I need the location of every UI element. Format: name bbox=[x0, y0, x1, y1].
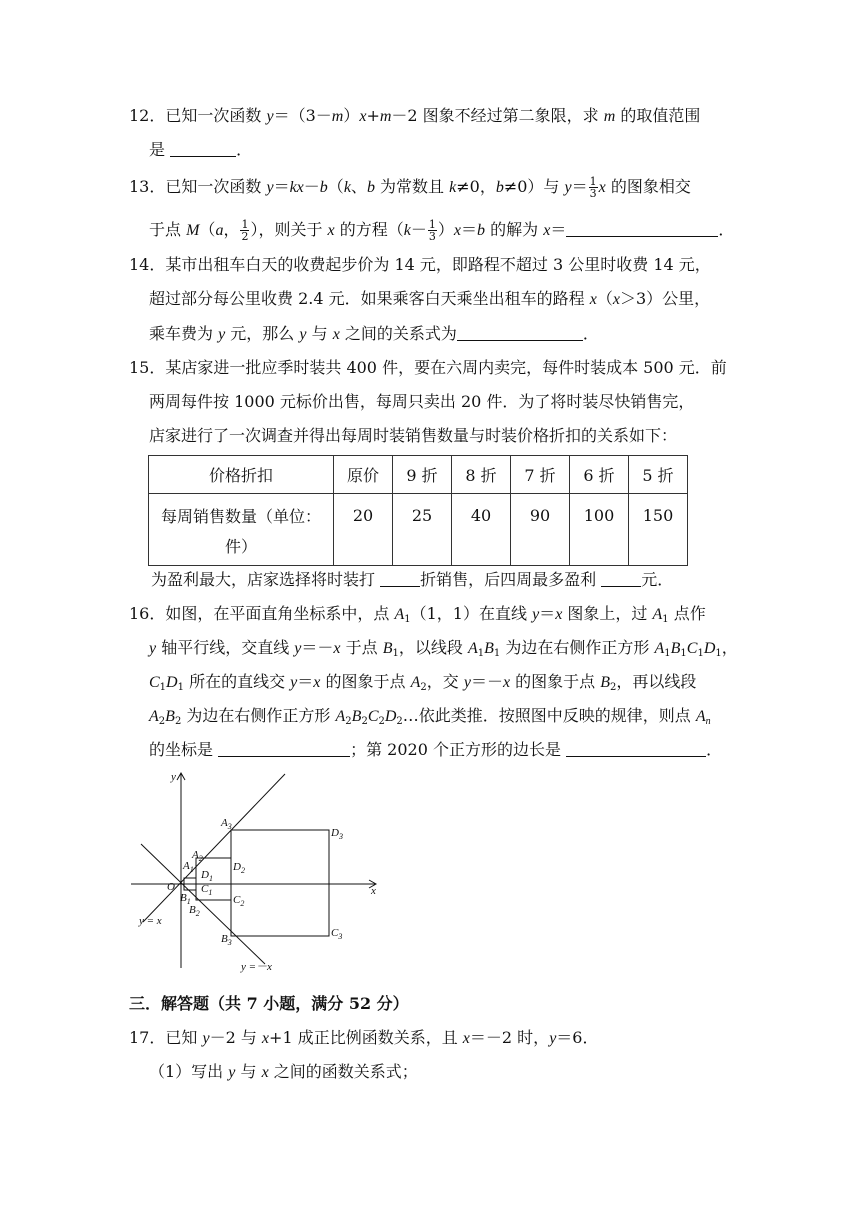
q15-profit-blank[interactable] bbox=[601, 570, 641, 587]
square-3 bbox=[231, 830, 329, 936]
q16-line2: y 轴平行线，交直线 y＝－x 于点 $B_1$，以线段 $A_1B_1$ 为边在右侧作正方形 $A_1B_1C_1D_1$， bbox=[149, 638, 738, 659]
coordinate-figure bbox=[125, 768, 390, 978]
label-B1: $B_1$ bbox=[180, 892, 191, 906]
label-D1: $D_1$ bbox=[201, 869, 213, 883]
q15-line1: 15．某店家进一批应季时装共 400 件，要在六周内卖完，每件时装成本 500 元．前 bbox=[129, 358, 727, 377]
q16-line4: $A_2B_2$ 为边在右侧作正方形 $A_2B_2C_2D_2\dots$依此类推．按照图中反映的规律，则点 $A_n$ bbox=[149, 706, 711, 727]
table-cell: 100 bbox=[570, 494, 629, 566]
label-x: x bbox=[371, 885, 376, 897]
q12-answer-blank[interactable] bbox=[170, 140, 236, 157]
q14-line2: 超过部分每公里收费 2.4 元．如果乘客白天乘坐出租车的路程 x（x＞3）公里， bbox=[149, 289, 711, 308]
label-C1: $C_1$ bbox=[201, 883, 213, 897]
table-header-cell: 原价 bbox=[334, 456, 393, 494]
table-cell: 150 bbox=[629, 494, 688, 566]
q15-after-table: 为盈利最大，店家选择将时装打 折销售，后四周最多盈利 元． bbox=[151, 570, 674, 589]
table-cell: 40 bbox=[452, 494, 511, 566]
fraction-one-half: $\frac{1}{2}$ bbox=[241, 218, 249, 243]
label-D3: $D_3$ bbox=[331, 827, 343, 841]
label-y: y bbox=[171, 771, 176, 783]
table-header-cell: 9 折 bbox=[393, 456, 452, 494]
q14-line1: 14．某市出租车白天的收费起步价为 14 元，即路程不超过 3 公里时收费 14 元， bbox=[129, 255, 711, 274]
table-header-cell: 7 折 bbox=[511, 456, 570, 494]
label-A3: $A_3$ bbox=[221, 817, 232, 831]
label-A1: $A_1$ bbox=[183, 860, 194, 874]
table-row bbox=[149, 494, 688, 566]
label-D2: $D_2$ bbox=[233, 861, 245, 875]
label-line-y-eq-neg-x: y =－x bbox=[241, 961, 272, 973]
label-A2: $A_2$ bbox=[192, 849, 203, 863]
q14-line3: 乘车费为 y 元，那么 y 与 x 之间的关系式为 ． bbox=[149, 324, 599, 343]
q16-coordinate-blank[interactable] bbox=[218, 740, 350, 757]
table-cell: 20 bbox=[334, 494, 393, 566]
q17-line1: 17．已知 y－2 与 x+1 成正比例函数关系，且 x＝－2 时，y＝6． bbox=[129, 1028, 599, 1047]
q12-line2: 是 ． bbox=[149, 140, 253, 159]
q15-discount-blank[interactable] bbox=[380, 570, 420, 587]
q13-line1: 13．已知一次函数 y＝kx－b（k、b 为常数且 k≠0，b≠0）与 y＝ $\frac{1}{3}$ x 的图象相交 bbox=[129, 175, 691, 200]
label-B2: $B_2$ bbox=[189, 904, 200, 918]
label-B3: $B_3$ bbox=[221, 933, 232, 947]
table-header-cell: 8 折 bbox=[452, 456, 511, 494]
q15-line2: 两周每件按 1000 元标价出售，每周只卖出 20 件．为了将时装尽快销售完， bbox=[149, 392, 695, 411]
q17-line2: （1）写出 y 与 x 之间的函数关系式； bbox=[149, 1062, 418, 1081]
q13-line2: 于点 M（a， $\frac{1}{2}$ ），则关于 x 的方程（k－ $\frac{1}{3}$ ）x＝b 的解为 x＝ ． bbox=[149, 218, 735, 243]
q16-line1: 16．如图，在平面直角坐标系中，点 $A_1(1$，1）在直线 y＝x 图象上，过 $A_1$ 点作 bbox=[129, 604, 706, 625]
q12-line1: 12．已知一次函数 y＝（3－m）x+m－2 图象不经过第二象限，求 m 的取值范围 bbox=[129, 106, 701, 125]
fraction-one-third-2: $\frac{1}{3}$ bbox=[428, 218, 436, 243]
label-origin: O bbox=[167, 881, 175, 893]
table-row-label: 每周销售数量（单位： 件） bbox=[149, 494, 334, 566]
table-cell: 25 bbox=[393, 494, 452, 566]
table-header-row bbox=[149, 456, 688, 494]
q16-line5: 的坐标是 ；第 2020 个正方形的边长是 ． bbox=[149, 740, 723, 759]
q16-line3: $C_1D_1$ 所在的直线交 y＝x 的图象于点 $A_2$，交 y＝－x 的图象于点 $B_2$，再以线段 bbox=[149, 672, 697, 693]
table-header-cell: 6 折 bbox=[570, 456, 629, 494]
table-header-cell: 价格折扣 bbox=[149, 456, 334, 494]
q15-line3: 店家进行了一次调查并得出每周时装销售数量与时装价格折扣的关系如下： bbox=[149, 426, 678, 445]
table-cell: 90 bbox=[511, 494, 570, 566]
label-C3: $C_3$ bbox=[331, 927, 343, 941]
discount-sales-table bbox=[148, 455, 688, 566]
table-header-cell: 5 折 bbox=[629, 456, 688, 494]
label-C2: $C_2$ bbox=[233, 894, 245, 908]
q16-side-length-blank[interactable] bbox=[566, 740, 706, 757]
section-heading: 三．解答题（共 7 小题，满分 52 分） bbox=[129, 994, 409, 1013]
label-line-y-eq-x: y = x bbox=[139, 915, 162, 927]
q14-answer-blank[interactable] bbox=[457, 324, 583, 341]
fraction-one-third: $\frac{1}{3}$ bbox=[589, 175, 597, 200]
q13-answer-blank[interactable] bbox=[566, 220, 718, 237]
